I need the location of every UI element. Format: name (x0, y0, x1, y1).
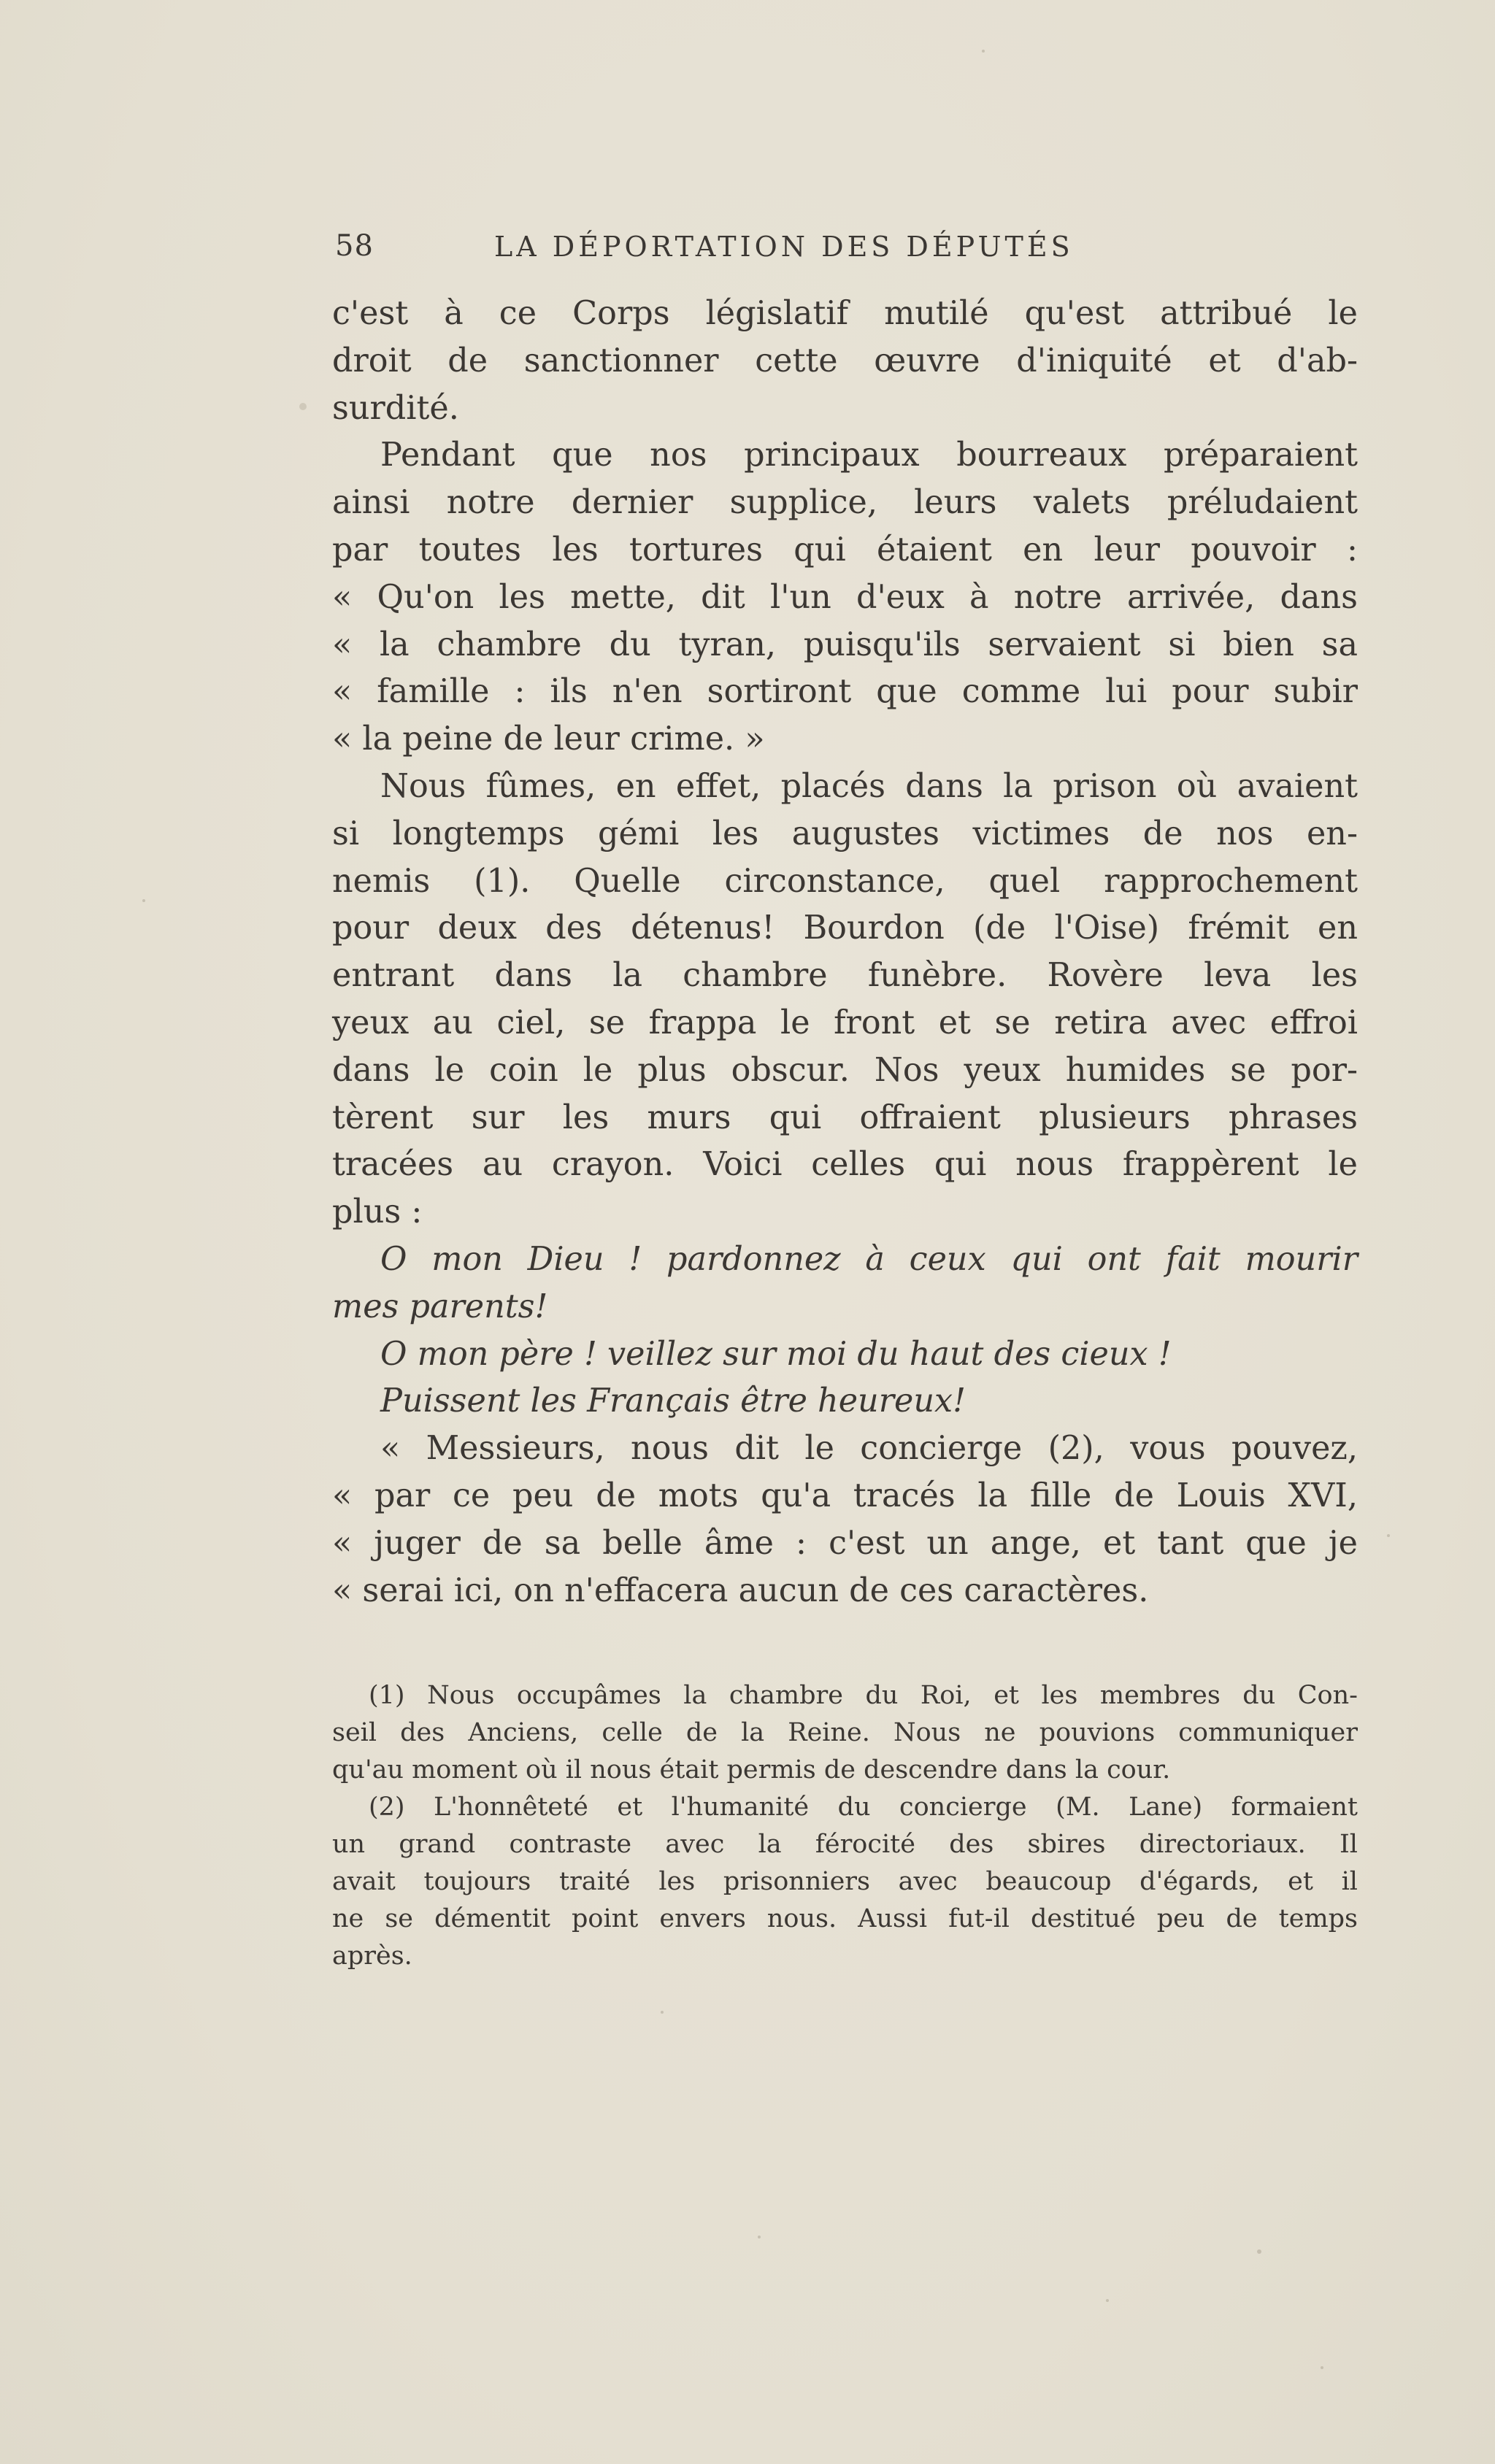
text-line: nemis (1). Quelle circonstance, quel rapprochement (332, 862, 1358, 900)
text-line: pour deux des détenus! Bourdon (de l'Oise) frémit en (332, 909, 1358, 947)
footnote-line: avait toujours traité les prisonniers avec beaucoup d'égards, et il (332, 1867, 1358, 1896)
text-line: ainsi notre dernier supplice, leurs valets préludaient (332, 484, 1358, 522)
inscription-line: O mon Dieu ! pardonnez à ceux qui ont fait mourir (380, 1240, 1358, 1278)
page-header (332, 225, 1358, 269)
text-line: plus : (332, 1193, 423, 1231)
text-line: c'est à ce Corps législatif mutilé qu'est attribué le (332, 295, 1358, 332)
paper-speck (1106, 2299, 1109, 2302)
text-line: « la chambre du tyran, puisqu'ils servaient si bien sa (332, 625, 1358, 663)
text-line: par toutes les tortures qui étaient en leur pouvoir : (332, 531, 1358, 569)
text-line: « famille : ils n'en sortiront que comme lui pour subir (332, 673, 1358, 711)
text-line: si longtemps gémi les augustes victimes de nos en- (332, 815, 1358, 852)
paper-speck (1387, 1534, 1390, 1537)
footnote-line: un grand contraste avec la férocité des sbires directoriaux. Il (332, 1830, 1358, 1859)
text-line: « la peine de leur crime. » (332, 720, 765, 758)
text-line: surdité. (332, 389, 459, 427)
paper-speck (661, 2011, 664, 2014)
text-line: entrant dans la chambre funèbre. Rovère leva les (332, 957, 1358, 995)
text-line: « par ce peu de mots qu'a tracés la fille de Louis XVI, (332, 1477, 1358, 1514)
text-line: « Qu'on les mette, dit l'un d'eux à notre arrivée, dans (332, 578, 1358, 616)
footnote-line: ne se démentit point envers nous. Aussi fut-il destitué peu de temps (332, 1904, 1358, 1933)
paper-speck (982, 50, 985, 53)
text-line: droit de sanctionner cette œuvre d'iniquité et d'ab- (332, 342, 1358, 380)
text-line: « serai ici, on n'effacera aucun de ces caractères. (332, 1571, 1149, 1609)
paper-speck (1321, 2366, 1323, 2369)
footnote-line: (2) L'honnêteté et l'humanité du concierge (M. Lane) formaient (369, 1793, 1358, 1822)
text-line: dans le coin le plus obscur. Nos yeux humides se por- (332, 1051, 1358, 1089)
inscription-line: O mon père ! veillez sur moi du haut des cieux ! (380, 1335, 1172, 1373)
text-line: « juger de sa belle âme : c'est un ange, et tant que je (332, 1524, 1358, 1562)
running-title: LA DÉPORTATION DES DÉPUTÉS (494, 231, 1074, 263)
page-number: 58 (335, 229, 374, 263)
paper-speck (299, 403, 307, 410)
text-line: tracées au crayon. Voici celles qui nous frappèrent le (332, 1146, 1358, 1184)
text-line: yeux au ciel, se frappa le front et se retira avec effroi (332, 1004, 1358, 1042)
inscription-line: Puissent les Français être heureux! (380, 1382, 966, 1420)
text-line: tèrent sur les murs qui offraient plusieurs phrases (332, 1098, 1358, 1136)
footnote-line: seil des Anciens, celle de la Reine. Nous ne pouvions communiquer (332, 1718, 1358, 1747)
text-line: « Messieurs, nous dit le concierge (2), vous pouvez, (380, 1430, 1358, 1468)
paper-speck (758, 2236, 761, 2238)
paper-speck (1257, 2249, 1261, 2254)
text-line: Pendant que nos principaux bourreaux préparaient (380, 436, 1358, 474)
paper-speck (142, 899, 145, 902)
main-text (332, 290, 1358, 1614)
inscription-line: mes parents! (332, 1287, 548, 1325)
footnote-line: après. (332, 1941, 412, 1971)
footnote-line: (1) Nous occupâmes la chambre du Roi, et les membres du Con- (369, 1681, 1358, 1710)
text-line: Nous fûmes, en effet, placés dans la prison où avaient (380, 767, 1358, 805)
footnote-line: qu'au moment où il nous était permis de descendre dans la cour. (332, 1755, 1171, 1785)
footnotes (332, 1677, 1358, 1975)
